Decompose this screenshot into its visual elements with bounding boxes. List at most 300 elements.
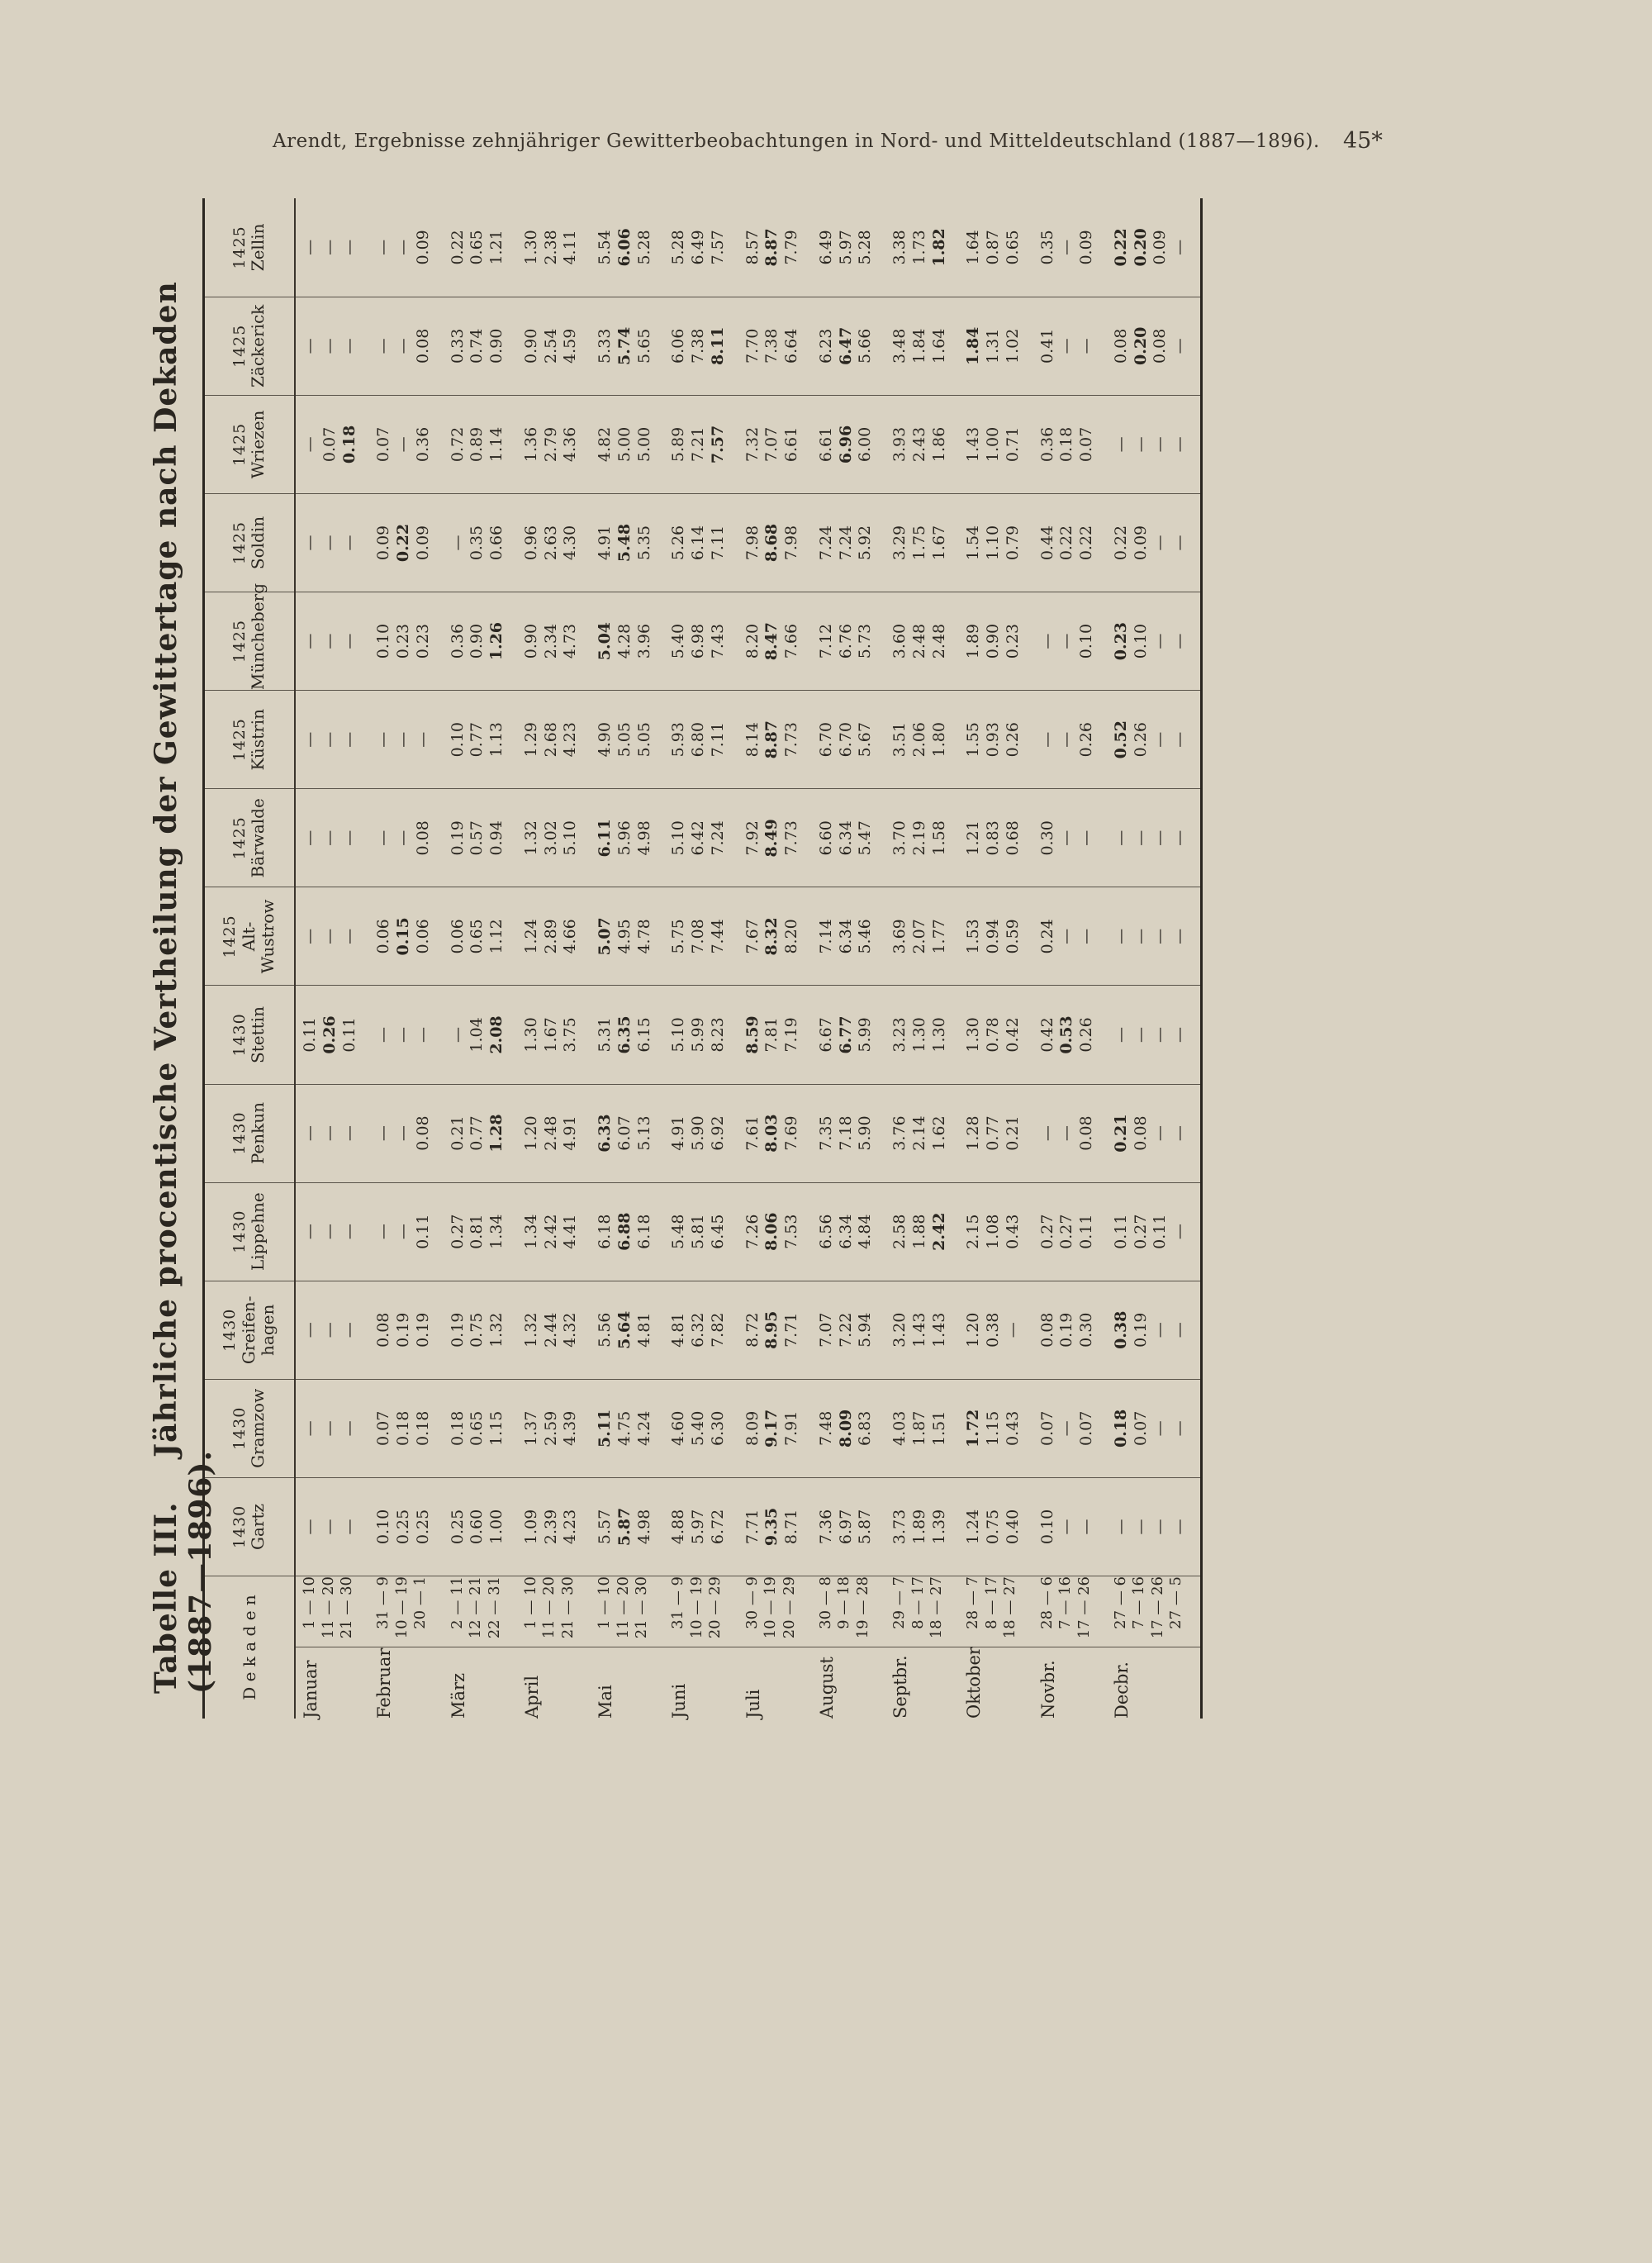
percent-value: 5.05 [634, 722, 653, 758]
month-label: Oktober [964, 1647, 985, 1719]
value-cell [295, 986, 369, 1084]
station-count: 1425 [221, 915, 240, 958]
percent-value: 0.09 [1151, 230, 1170, 265]
value-cell [295, 789, 369, 887]
value-cell [517, 691, 591, 789]
percent-value: 3.51 [890, 722, 909, 758]
dekaden-cell [591, 1576, 664, 1647]
percent-value: 6.00 [856, 426, 875, 463]
value-cell [812, 691, 885, 789]
value-cell [444, 198, 517, 297]
value-cell [591, 789, 664, 887]
percent-value: 2.42 [929, 1212, 948, 1251]
percent-value: 6.97 [836, 1509, 855, 1545]
station-name: Zäckerick [248, 304, 268, 387]
percent-value: 6.56 [816, 1214, 835, 1249]
value-cell [1107, 1477, 1202, 1576]
percent-value: — [1151, 830, 1170, 846]
percent-value: 3.60 [890, 623, 909, 659]
percent-value: 4.41 [561, 1214, 580, 1249]
percent-value: 6.83 [856, 1410, 875, 1447]
value-cell [591, 1477, 664, 1576]
percent-value: 0.36 [1037, 426, 1056, 463]
dekade-range: 2 — 11 [448, 1576, 466, 1629]
station-count: 1425 [230, 521, 249, 565]
value-cell [738, 1379, 812, 1477]
percent-value: 5.67 [856, 722, 875, 758]
table-row [295, 198, 369, 1719]
value-cell [738, 198, 812, 297]
percent-value: 0.42 [1037, 1017, 1056, 1053]
percent-value: — [320, 535, 339, 551]
value-cell [1107, 297, 1202, 395]
percent-value: — [339, 239, 358, 255]
percent-value: 0.18 [448, 1410, 467, 1447]
percent-value: 7.69 [782, 1115, 800, 1151]
value-cell [517, 297, 591, 395]
percent-value: 2.42 [541, 1214, 560, 1249]
percent-value: — [339, 731, 358, 748]
percent-value: 2.14 [909, 1115, 928, 1151]
station-count: 1425 [230, 226, 249, 269]
value-cell [959, 691, 1032, 789]
percent-value: 1.80 [929, 722, 948, 758]
value-cell [959, 986, 1032, 1084]
percent-value: 7.38 [689, 328, 707, 364]
percent-value: 0.90 [521, 328, 540, 364]
value-cell [1033, 789, 1107, 887]
value-cell [959, 592, 1032, 691]
station-header [204, 493, 296, 592]
percent-value: 0.25 [448, 1509, 467, 1545]
percent-value: 1.30 [521, 230, 540, 265]
percent-value: — [1057, 1125, 1076, 1142]
percent-value: — [394, 830, 412, 846]
percent-value: 3.38 [890, 230, 909, 265]
percent-value: — [1057, 239, 1076, 255]
table-row [664, 198, 738, 1719]
percent-value: 7.61 [743, 1115, 762, 1151]
percent-value: 0.27 [1037, 1214, 1056, 1249]
percent-value: 4.90 [596, 722, 614, 758]
percent-value: 7.24 [836, 525, 855, 561]
value-cell [1107, 395, 1202, 493]
percent-value: 1.84 [964, 326, 983, 365]
month-label: August [816, 1657, 837, 1719]
percent-value: 0.96 [521, 525, 540, 561]
value-cell [444, 691, 517, 789]
value-cell [812, 1182, 885, 1281]
percent-value: 0.23 [413, 623, 432, 659]
dekade-range: 11 — 20 [319, 1576, 337, 1639]
percent-value: 1.88 [909, 1214, 928, 1249]
dekade-range: 30 — 9 [743, 1576, 761, 1629]
value-cell [1033, 1281, 1107, 1379]
table-row [369, 198, 443, 1719]
value-cell [369, 1084, 443, 1182]
table-row [885, 198, 959, 1719]
value-cell [959, 1379, 1032, 1477]
value-cell [517, 1182, 591, 1281]
percent-value: 5.90 [689, 1115, 707, 1151]
value-cell [885, 395, 959, 493]
percent-value: 6.76 [836, 623, 855, 659]
value-cell [369, 691, 443, 789]
percent-value: — [320, 338, 339, 354]
percent-value: 1.51 [929, 1410, 948, 1447]
station-name: Bärwalde [248, 798, 268, 878]
percent-value: 0.10 [374, 623, 393, 659]
percent-value: 0.07 [320, 426, 339, 463]
percent-value: 4.91 [561, 1115, 580, 1151]
value-cell [295, 1379, 369, 1477]
percent-value: 0.83 [984, 820, 1002, 856]
percent-value: 5.13 [634, 1115, 653, 1151]
percent-value: 3.29 [890, 525, 909, 561]
percent-value: — [1057, 731, 1076, 748]
station-count: 1425 [230, 718, 249, 762]
percent-value: — [1170, 1224, 1189, 1240]
percent-value: 4.98 [634, 1509, 653, 1545]
percent-value: 8.71 [782, 1509, 800, 1545]
percent-value: — [301, 830, 319, 846]
value-cell [738, 592, 812, 691]
percent-value: — [320, 1224, 339, 1240]
percent-value: 6.06 [615, 228, 634, 267]
percent-value: — [320, 1125, 339, 1142]
value-cell [1033, 1084, 1107, 1182]
dekaden-cell [738, 1576, 812, 1647]
value-cell [591, 395, 664, 493]
percent-value: 5.66 [856, 328, 875, 364]
percent-value: 3.96 [634, 623, 653, 659]
percent-value: — [1151, 535, 1170, 551]
percent-value: 0.08 [1111, 328, 1130, 364]
station-count: 1425 [230, 619, 249, 663]
dekade-range: 9 — 18 [835, 1576, 853, 1629]
value-cell [1107, 1084, 1202, 1182]
percent-value: 0.22 [1111, 228, 1130, 267]
value-cell [369, 887, 443, 986]
dekade-range: 7 — 16 [1130, 1576, 1148, 1629]
percent-value: 4.84 [856, 1214, 875, 1249]
table-row [1033, 198, 1107, 1719]
value-cell [959, 198, 1032, 297]
value-cell [885, 1379, 959, 1477]
value-cell [591, 1084, 664, 1182]
percent-value: 0.36 [448, 623, 467, 659]
dekaden-cell [812, 1576, 885, 1647]
dekade-range: 8 — 17 [982, 1576, 1000, 1629]
value-cell [959, 1084, 1032, 1182]
percent-value: 6.77 [836, 1015, 855, 1054]
percent-value: 0.94 [984, 919, 1002, 954]
percent-value: 1.64 [964, 230, 983, 265]
running-head: Arendt, Ergebnisse zehnjähriger Gewitterbeobachtungen in Nord- und Mitteldeutschland (1887—1896). [273, 131, 1320, 152]
percent-value: 8.47 [762, 621, 781, 661]
percent-value: 2.68 [541, 722, 560, 758]
percent-value: 7.24 [708, 820, 727, 856]
percent-value: 7.26 [743, 1214, 762, 1249]
percent-value: 0.06 [374, 919, 393, 954]
percent-value: 0.08 [413, 820, 432, 856]
month-label: Novbr. [1037, 1660, 1058, 1719]
value-cell [591, 986, 664, 1084]
percent-value: — [320, 633, 339, 649]
value-cell [517, 1281, 591, 1379]
percent-value: 8.95 [762, 1310, 781, 1349]
station-name: Stettin [248, 1006, 268, 1063]
percent-value: 5.94 [856, 1312, 875, 1348]
dekade-range: 31 — 9 [669, 1576, 687, 1629]
percent-value: 1.32 [521, 820, 540, 856]
value-cell [369, 1281, 443, 1379]
percent-value: — [1057, 928, 1076, 944]
value-cell [591, 592, 664, 691]
value-cell [1107, 986, 1202, 1084]
value-cell [1033, 887, 1107, 986]
percent-value: 0.07 [1077, 1410, 1095, 1447]
value-cell [959, 789, 1032, 887]
percent-value: 8.68 [762, 523, 781, 563]
percent-value: 7.21 [689, 426, 707, 463]
percent-value: 0.53 [1057, 1015, 1076, 1054]
percent-value: 8.14 [743, 722, 762, 758]
value-cell [738, 1281, 812, 1379]
percent-value: — [1170, 436, 1189, 453]
value-cell [959, 887, 1032, 986]
value-cell [959, 1281, 1032, 1379]
percent-value: 6.92 [708, 1115, 727, 1151]
percent-value: 1.84 [909, 328, 928, 364]
station-name: Müncheberg [248, 582, 268, 691]
value-cell [885, 789, 959, 887]
value-cell [738, 1477, 812, 1576]
percent-value: 0.77 [984, 1115, 1002, 1151]
value-cell [1107, 1182, 1202, 1281]
percent-value: — [1170, 535, 1189, 551]
percent-value: — [394, 239, 412, 255]
percent-value: 3.02 [541, 820, 560, 856]
percent-value: 0.40 [1003, 1509, 1022, 1545]
percent-value: — [1111, 928, 1130, 944]
percent-value: 7.79 [782, 230, 800, 265]
percent-value: 0.10 [1077, 623, 1095, 659]
percent-value: — [301, 436, 319, 453]
percent-value: — [1131, 1519, 1150, 1535]
percent-value: 7.35 [816, 1115, 835, 1151]
percent-value: 0.41 [1037, 328, 1056, 364]
percent-value: 3.73 [890, 1509, 909, 1545]
percent-value: 5.54 [596, 230, 614, 265]
percent-value: 2.08 [487, 1015, 506, 1054]
percent-value: — [320, 1420, 339, 1437]
dekaden-cell [959, 1576, 1032, 1647]
percent-value: 8.20 [782, 919, 800, 954]
percent-value: 6.35 [615, 1015, 634, 1054]
dekade-range: 17 — 26 [1075, 1576, 1093, 1639]
percent-value: 0.26 [1003, 722, 1022, 758]
value-cell [738, 493, 812, 592]
percent-value: 1.30 [909, 1017, 928, 1053]
percent-value: — [448, 535, 467, 551]
dekade-range: 28 — 6 [1037, 1576, 1056, 1629]
percent-value: 5.64 [615, 1310, 634, 1349]
percent-value: 0.65 [1003, 230, 1022, 265]
percent-value: 1.53 [964, 919, 983, 954]
station-header [204, 887, 296, 986]
percent-value: — [1057, 338, 1076, 354]
percent-value: 4.88 [669, 1509, 688, 1545]
station-header [204, 582, 296, 691]
station-count: 1425 [230, 324, 249, 368]
table-row [959, 198, 1032, 1719]
percent-value: 0.78 [984, 1017, 1002, 1053]
percent-value: 0.18 [339, 425, 358, 464]
dekade-range: 1 — 10 [521, 1576, 539, 1629]
percent-value: — [320, 1519, 339, 1535]
value-cell [812, 986, 885, 1084]
month-label: Februar [374, 1647, 395, 1719]
month-label: April [521, 1675, 542, 1719]
percent-value: 6.70 [816, 722, 835, 758]
percent-value: 0.19 [394, 1312, 412, 1348]
dekaden-cell [295, 1576, 369, 1647]
percent-value: 5.47 [856, 820, 875, 856]
value-cell [1033, 592, 1107, 691]
percent-value: 8.03 [762, 1114, 781, 1153]
percent-value: — [394, 338, 412, 354]
percent-value: 1.24 [521, 919, 540, 954]
percent-value: 6.67 [816, 1017, 835, 1053]
percent-value: 2.07 [909, 919, 928, 954]
percent-value: — [1151, 1420, 1170, 1437]
percent-value: 0.07 [374, 426, 393, 463]
percent-value: — [374, 731, 393, 748]
value-cell [369, 986, 443, 1084]
percent-value: 0.30 [1037, 820, 1056, 856]
dekade-range: 1 — 10 [301, 1576, 318, 1629]
percent-value: 1.24 [964, 1509, 983, 1545]
value-cell [1033, 691, 1107, 789]
value-cell [517, 1379, 591, 1477]
percent-value: 0.52 [1111, 720, 1130, 759]
percent-value: — [1057, 830, 1076, 846]
percent-value: 5.11 [596, 1409, 614, 1448]
percent-value: 0.11 [339, 1017, 358, 1053]
value-cell [959, 395, 1032, 493]
value-cell [664, 986, 738, 1084]
percent-value: 3.48 [890, 328, 909, 364]
percent-value: 0.65 [468, 919, 487, 954]
value-cell [295, 198, 369, 297]
percent-value: — [394, 1224, 412, 1240]
percent-value: 7.71 [782, 1312, 800, 1348]
percent-value: 7.07 [762, 426, 781, 463]
percent-value: 6.32 [689, 1312, 707, 1348]
value-cell [1033, 1182, 1107, 1281]
table-title-text: Jährliche procentische Vertheilung der Gewittertage nach Dekaden (1887—1896). [149, 281, 218, 1694]
value-cell [517, 395, 591, 493]
value-cell [369, 297, 443, 395]
percent-value: 0.26 [320, 1015, 339, 1054]
percent-value: 2.44 [541, 1312, 560, 1348]
value-cell [959, 297, 1032, 395]
percent-value: 0.18 [394, 1410, 412, 1447]
percent-value: 1.21 [964, 820, 983, 856]
dekade-range: 30 — 8 [816, 1576, 834, 1629]
percent-value: 0.18 [1057, 426, 1076, 463]
percent-value: 1.73 [909, 230, 928, 265]
percent-value: 2.79 [541, 426, 560, 463]
percent-value: 0.19 [1131, 1312, 1150, 1348]
percent-value: 1.89 [909, 1509, 928, 1545]
value-cell [885, 1182, 959, 1281]
percent-value: — [1151, 1322, 1170, 1338]
dekade-range: 20 — 29 [706, 1576, 724, 1639]
percent-value: 1.34 [521, 1214, 540, 1249]
percent-value: 5.89 [669, 426, 688, 463]
value-cell [295, 1477, 369, 1576]
percent-value: 0.93 [984, 722, 1002, 758]
dekade-range: 8 — 17 [909, 1576, 927, 1629]
percent-value: 0.71 [1003, 426, 1022, 463]
percent-value: 1.30 [521, 1017, 540, 1053]
percent-value: 0.35 [1037, 230, 1056, 265]
value-cell [812, 1084, 885, 1182]
percent-value: — [394, 436, 412, 453]
percent-value: 8.59 [743, 1015, 762, 1054]
percent-value: 1.30 [929, 1017, 948, 1053]
percent-value: 4.23 [561, 1509, 580, 1545]
value-cell [517, 198, 591, 297]
percent-value: 3.93 [890, 426, 909, 463]
percent-value: 1.04 [468, 1017, 487, 1053]
dekaden-cell [444, 1576, 517, 1647]
dekade-range: 10 — 19 [392, 1576, 411, 1639]
percent-value: 0.25 [413, 1509, 432, 1545]
dekaden-cell [369, 1576, 443, 1647]
percent-value: 1.14 [487, 426, 506, 463]
percent-value: — [1077, 1519, 1095, 1535]
value-cell [812, 592, 885, 691]
percent-value: 6.80 [689, 722, 707, 758]
value-cell [444, 789, 517, 887]
percent-value: 2.48 [929, 623, 948, 659]
dekade-range: 11 — 20 [540, 1576, 558, 1639]
value-cell [812, 297, 885, 395]
percent-value: 0.24 [1037, 919, 1056, 954]
percent-value: 0.08 [413, 1115, 432, 1151]
station-name: Wriezen [248, 410, 268, 479]
percent-value: — [339, 1519, 358, 1535]
percent-value: 1.55 [964, 722, 983, 758]
value-cell [885, 198, 959, 297]
percent-value: 4.59 [561, 328, 580, 364]
value-cell [369, 395, 443, 493]
percent-value: 6.49 [689, 230, 707, 265]
percent-value: 0.66 [487, 525, 506, 561]
percent-value: 6.07 [615, 1115, 634, 1151]
value-cell [738, 1084, 812, 1182]
percent-value: 0.08 [1151, 328, 1170, 364]
percent-value: 0.42 [1003, 1017, 1022, 1053]
percent-value: — [301, 1125, 319, 1142]
percent-value: — [301, 1224, 319, 1240]
percent-value: 0.20 [1131, 326, 1150, 365]
value-cell [591, 691, 664, 789]
percent-value: 1.72 [964, 1409, 983, 1448]
